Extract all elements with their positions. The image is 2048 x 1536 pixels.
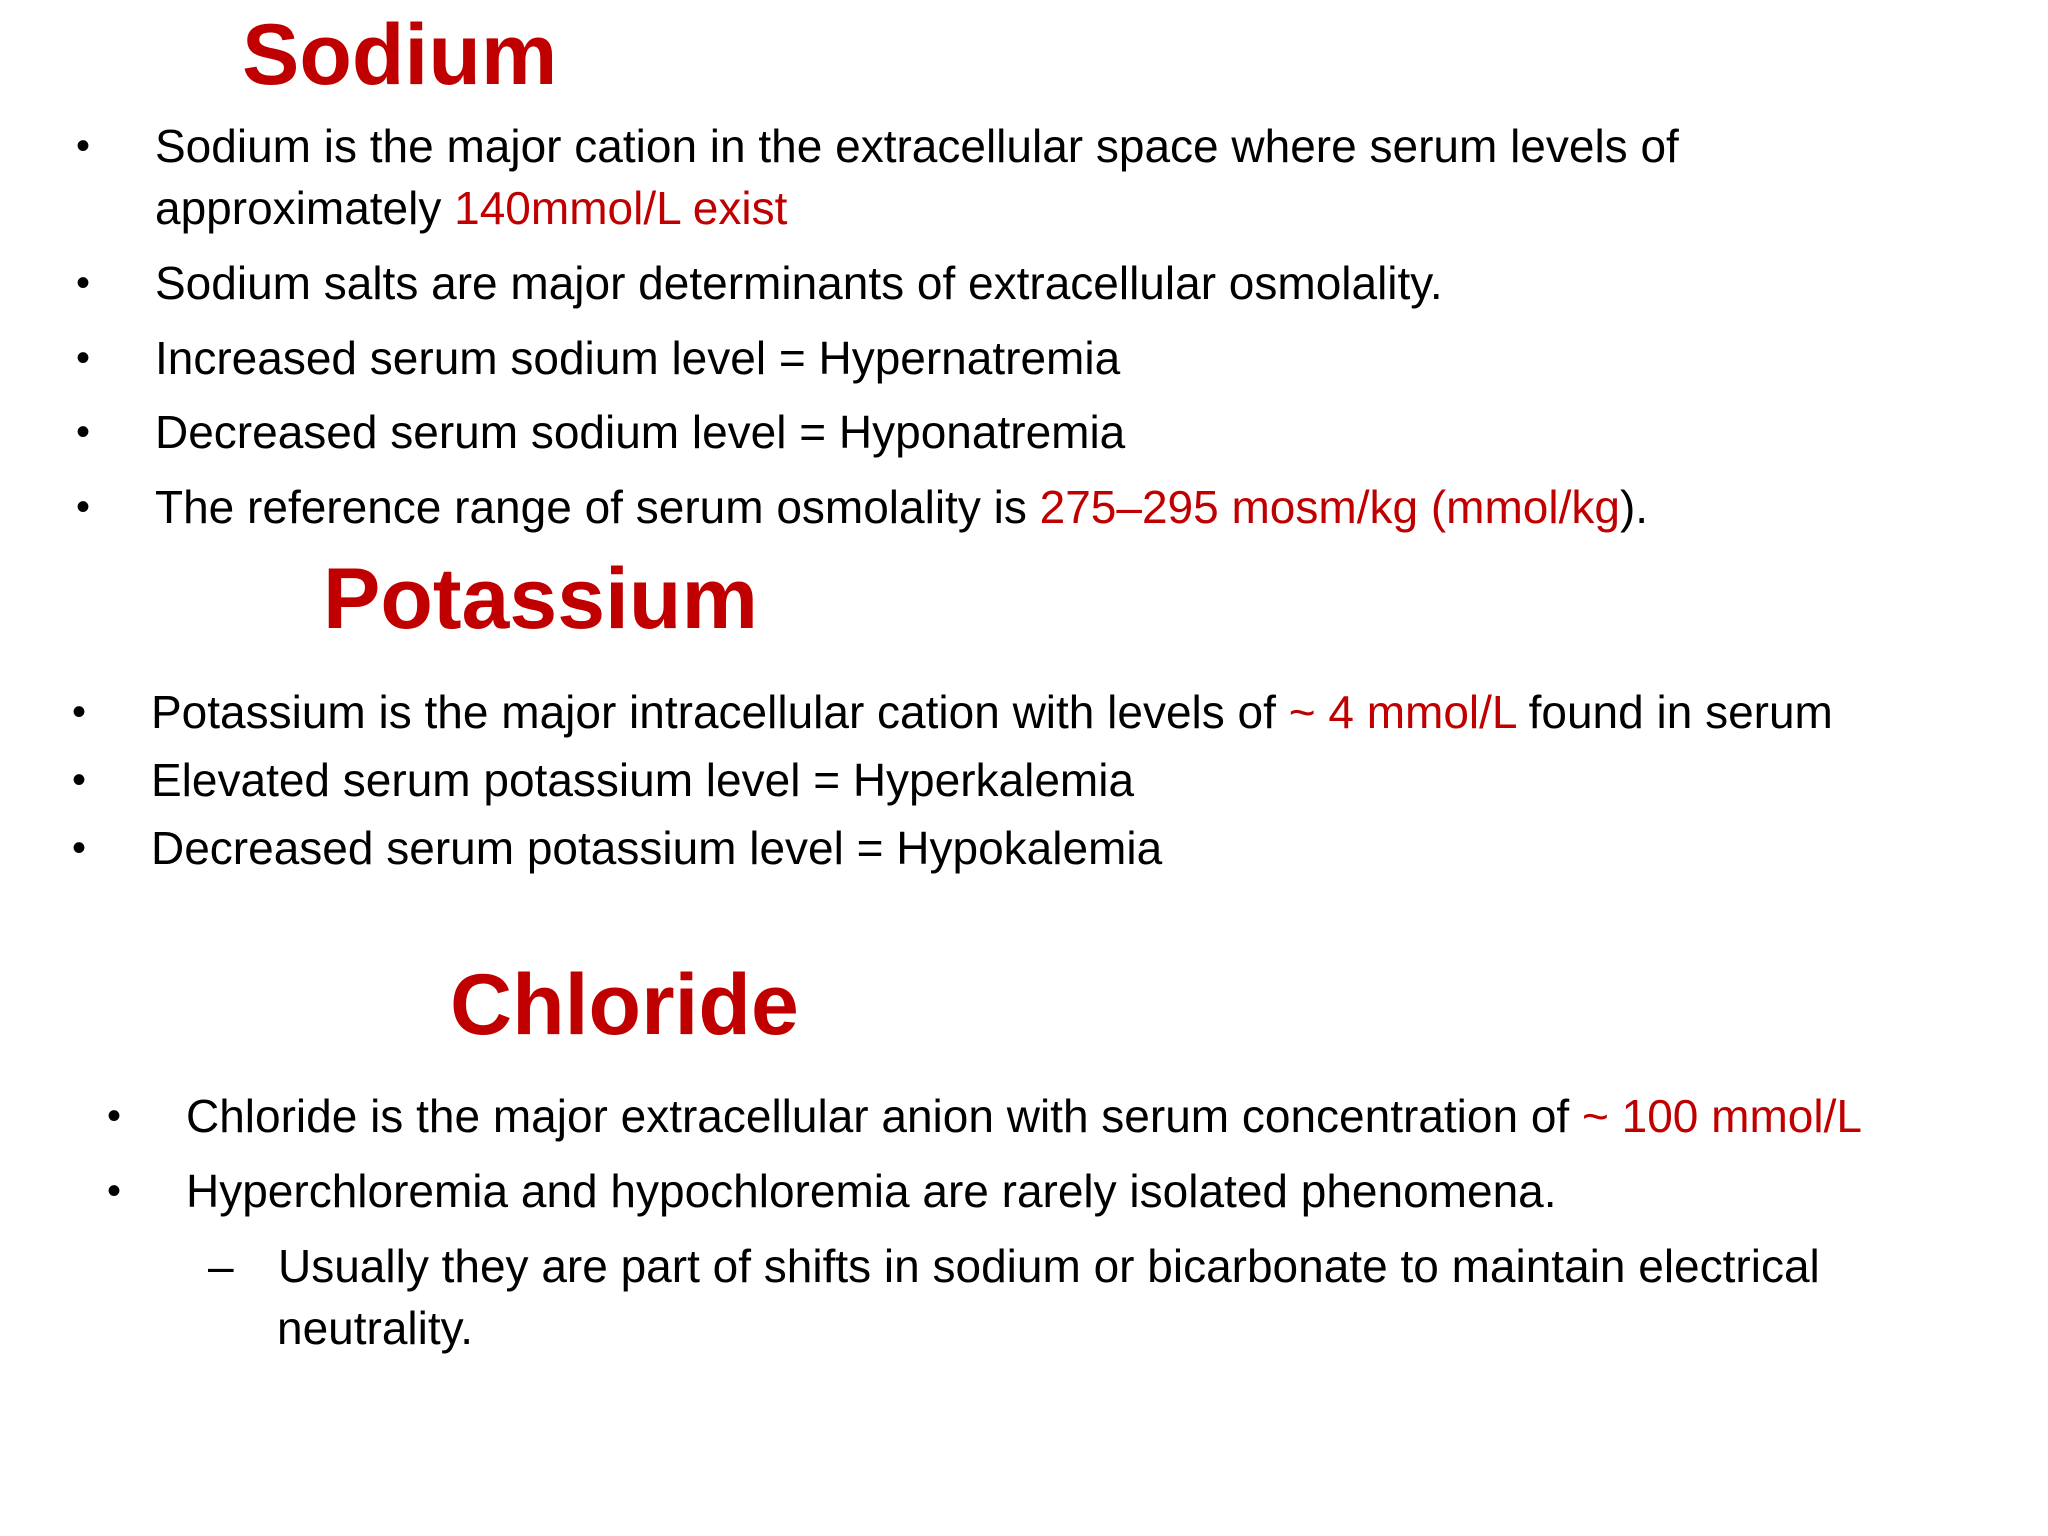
sodium-item-5-suffix: ). [1619,481,1649,533]
bullet-icon: • [76,485,91,529]
sodium-item-5-text: The reference range of serum osmolality is [155,481,1040,533]
potassium-item-2 [151,749,1134,811]
sodium-item-5 [155,476,1648,538]
dash-icon: – [208,1240,234,1292]
potassium-item-3-text: Decreased serum potassium level = Hypokalemia [151,822,1163,874]
bullet-icon: • [76,410,91,454]
sodium-item-3 [155,327,1120,389]
sodium-item-1 [155,115,1679,177]
chloride-subitem-cont [277,1297,473,1359]
sodium-item-3-text: Increased serum sodium level = Hypernatremia [155,332,1121,384]
chloride-subitem-line2: neutrality. [277,1302,474,1354]
sodium-item-4 [155,401,1125,463]
bullet-icon: • [76,124,91,168]
bullet-icon: • [72,690,87,734]
chloride-subitem [278,1235,1820,1297]
potassium-value-highlight: ~ 4 mmol/L [1288,686,1516,738]
bullet-icon: • [107,1094,122,1138]
bullet-icon: • [76,336,91,380]
bullet-icon: • [72,826,87,870]
sodium-item-1-line1: Sodium is the major cation in the extracellular space where serum levels of [155,120,1679,172]
potassium-item-3 [151,817,1162,879]
sodium-item-1-line2: approximately [155,182,455,234]
potassium-item-2-text: Elevated serum potassium level = Hyperkalemia [151,754,1135,806]
chloride-value-highlight: ~ 100 mmol/L [1582,1090,1862,1142]
potassium-item-1-suffix: found in serum [1515,686,1833,738]
chloride-title: Chloride [450,957,799,1053]
osmolality-range-highlight: 275–295 mosm/kg (mmol/kg [1039,481,1620,533]
sodium-item-2-text: Sodium salts are major determinants of extracellular osmolality. [155,257,1443,309]
bullet-icon: • [107,1169,122,1213]
bullet-icon: • [76,261,91,305]
sodium-title: Sodium [242,7,558,103]
bullet-icon: • [72,758,87,802]
sodium-item-1-cont [155,177,787,239]
chloride-item-1-text: Chloride is the major extracellular anion with serum concentration of [186,1090,1582,1142]
sodium-item-4-text: Decreased serum sodium level = Hyponatremia [155,406,1126,458]
sodium-item-2 [155,252,1443,314]
chloride-item-1 [186,1085,1862,1147]
sodium-value-highlight: 140mmol/L exist [454,182,788,234]
chloride-subitem-line1: Usually they are part of shifts in sodium or bicarbonate to maintain electrical [278,1240,1820,1292]
chloride-item-2-text: Hyperchloremia and hypochloremia are rarely isolated phenomena. [186,1165,1557,1217]
potassium-title: Potassium [323,551,758,647]
chloride-item-2 [186,1160,1557,1222]
potassium-item-1 [151,681,1833,743]
potassium-item-1-text: Potassium is the major intracellular cation with levels of [151,686,1289,738]
